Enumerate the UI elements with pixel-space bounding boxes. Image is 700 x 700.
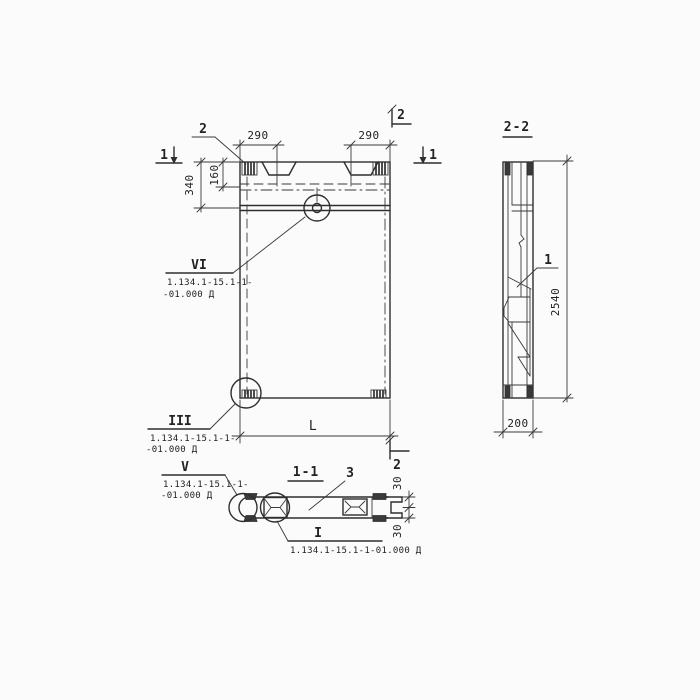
anchor-block-bottom-right <box>371 390 386 398</box>
dim-L <box>232 400 398 443</box>
dim-2540 <box>533 155 573 402</box>
bar-left-cap <box>239 497 248 518</box>
channel-end <box>386 497 402 518</box>
detail-v-label: V <box>181 460 189 475</box>
section-mark-2-top <box>388 105 411 127</box>
front-view <box>156 105 441 473</box>
section-1-left-label: 1 <box>160 148 168 163</box>
detail-vi-label: VI <box>191 258 207 273</box>
section-mark-1-left <box>156 147 182 164</box>
detail-iii-label: III <box>168 414 192 429</box>
detail-i-label: I <box>314 526 322 541</box>
anchor-plate-middle <box>343 499 367 515</box>
section-2-top-label: 2 <box>397 108 405 123</box>
dim-340-label: 340 <box>183 174 196 196</box>
section-mark-2-bottom <box>386 436 409 473</box>
section-2-bottom-label: 2 <box>393 458 401 473</box>
dim-30-bottom-label: 30 <box>391 523 404 539</box>
dim-2540-label: 2540 <box>549 287 562 317</box>
detail-vi-doc2: -01.000 Д <box>163 290 215 300</box>
dim-30-30 <box>391 476 415 538</box>
dim-160 <box>208 158 240 191</box>
detail-callout-iii <box>146 404 236 455</box>
dim-290-right-label: 290 <box>358 129 380 142</box>
detail-iii-doc1: 1.134.1-15.1-1- <box>150 434 236 444</box>
panel-outline <box>240 162 390 398</box>
dim-290-left <box>233 129 284 161</box>
anchor-wedge-right-bottom <box>373 516 386 522</box>
anchor-block-top-right <box>373 162 388 175</box>
section-mark-1-right <box>414 147 441 164</box>
column-outline <box>503 162 533 398</box>
anchor-wedge-right-top <box>373 494 386 500</box>
embed-top-right <box>527 163 532 175</box>
section-1-1-title: 1-1 <box>292 465 320 480</box>
dim-290-left-label: 290 <box>247 129 269 142</box>
detail-iii-doc2: -01.000 Д <box>146 445 198 455</box>
detail-vi-doc1: 1.134.1-15.1-1- <box>167 278 253 288</box>
anchor-plate-left <box>264 498 287 518</box>
detail-v-doc2: -01.000 Д <box>161 491 213 501</box>
top-notch-left <box>262 162 296 175</box>
dim-200-label: 200 <box>507 417 529 430</box>
dim-L-label: L <box>308 419 318 434</box>
embed-bottom-left <box>505 386 510 397</box>
lifting-loop-detail <box>304 188 330 221</box>
part-callout-1 <box>517 253 558 287</box>
dim-200 <box>494 400 542 438</box>
detail-iii-circle <box>231 378 261 408</box>
anchor-block-bottom-left <box>242 390 257 398</box>
section-1-1-view <box>229 465 415 538</box>
embed-top-left <box>505 163 510 175</box>
embed-bottom-right <box>527 386 532 397</box>
dim-30-top-label: 30 <box>391 475 404 491</box>
detail-v-doc1: 1.134.1-15.1-1- <box>163 480 249 490</box>
corner-callout-2 <box>192 122 246 164</box>
dim-290-right <box>344 129 397 161</box>
detail-callout-vi <box>163 217 305 300</box>
section-2-2-view <box>494 120 573 438</box>
corner-callout-2-label: 2 <box>199 122 207 137</box>
detail-i-doc1: 1.134.1-15.1-1-01.000 Д <box>290 546 422 556</box>
detail-v-circle <box>229 494 257 522</box>
part-1-label: 1 <box>544 253 552 268</box>
dim-160-label: 160 <box>208 164 221 186</box>
part-3-label: 3 <box>346 466 354 481</box>
anchor-block-top-left <box>242 162 257 175</box>
section-1-right-label: 1 <box>429 148 437 163</box>
section-2-2-title: 2-2 <box>503 120 531 135</box>
